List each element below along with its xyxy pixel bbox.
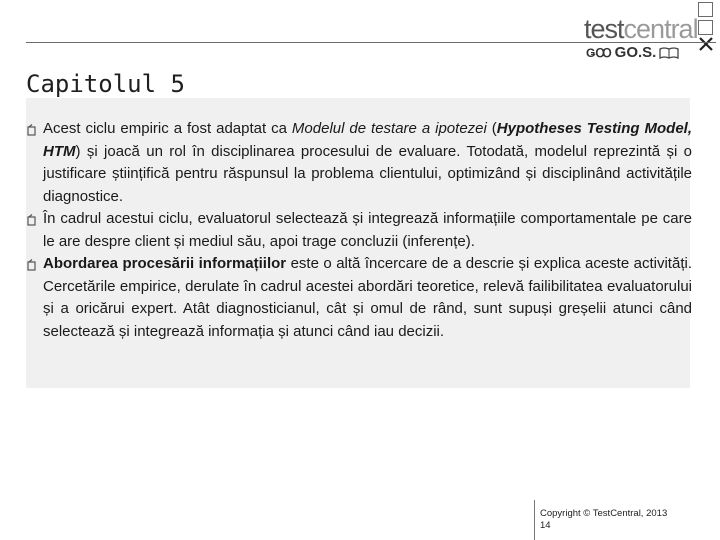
slide-title: Capitolul 5 [26,70,185,98]
book-icon [659,46,679,60]
text-run: este o altă încercare de a descrie și explica aceste activități. Cercetările empirice, derulate în cadrul acestei abordări teoretice, relevă failibilitatea evaluatorului și a oricărui expert. Atât diagnosticianul, cât și omul de rând, sunt supuși greșelii atunci când selectează și integrează informația și atunci când iau decizii. [43,255,692,340]
bullet-item [26,118,692,208]
bullet-text [43,120,692,205]
bullet-text [43,255,692,340]
footer-divider [534,500,535,540]
partner-logo-1: ǤꝎ [586,45,612,60]
page-number: 14 [540,520,551,531]
maximize-icon[interactable] [698,20,713,35]
text-run: Acest ciclu empiric a fost adaptat ca [43,120,292,137]
restore-icon[interactable] [698,2,713,17]
text-run: ( [486,120,497,137]
bullet-icon [26,124,37,136]
bullet-text [43,210,692,250]
bullet-item [26,253,692,343]
copyright-text: Copyright © TestCentral, 2013 [540,508,668,519]
slide-content [26,118,692,343]
text-run: Modelul de testare a ipotezei [291,120,487,137]
partner-logos [586,44,679,61]
window-controls [698,2,718,58]
bullet-item [26,208,692,253]
logo-wordmark: testcentral [584,14,698,44]
testcentral-logo [584,14,696,72]
close-icon[interactable] [698,36,714,52]
bullet-icon [26,259,37,271]
bullet-icon [26,214,37,226]
text-run: Hypotheses Testing Model, HTM [43,120,692,160]
footer [540,508,667,532]
text-run: În cadrul acestui ciclu, evaluatorul selectează și integrează informațiile comportamentale pe care le are despre client și mediul său, apoi trage concluzii (inferențe). [43,210,692,250]
partner-logo-2: GO.S. [614,44,657,61]
text-run: ) și joacă un rol în disciplinarea procesului de evaluare. Totodată, modelul reprezintă și o justificare științifică pentru răspunsul la problema clientului, optimizând și disciplinând activitățile diagnostice. [43,142,692,205]
text-run: Abordarea procesării informațiilor [43,255,287,272]
